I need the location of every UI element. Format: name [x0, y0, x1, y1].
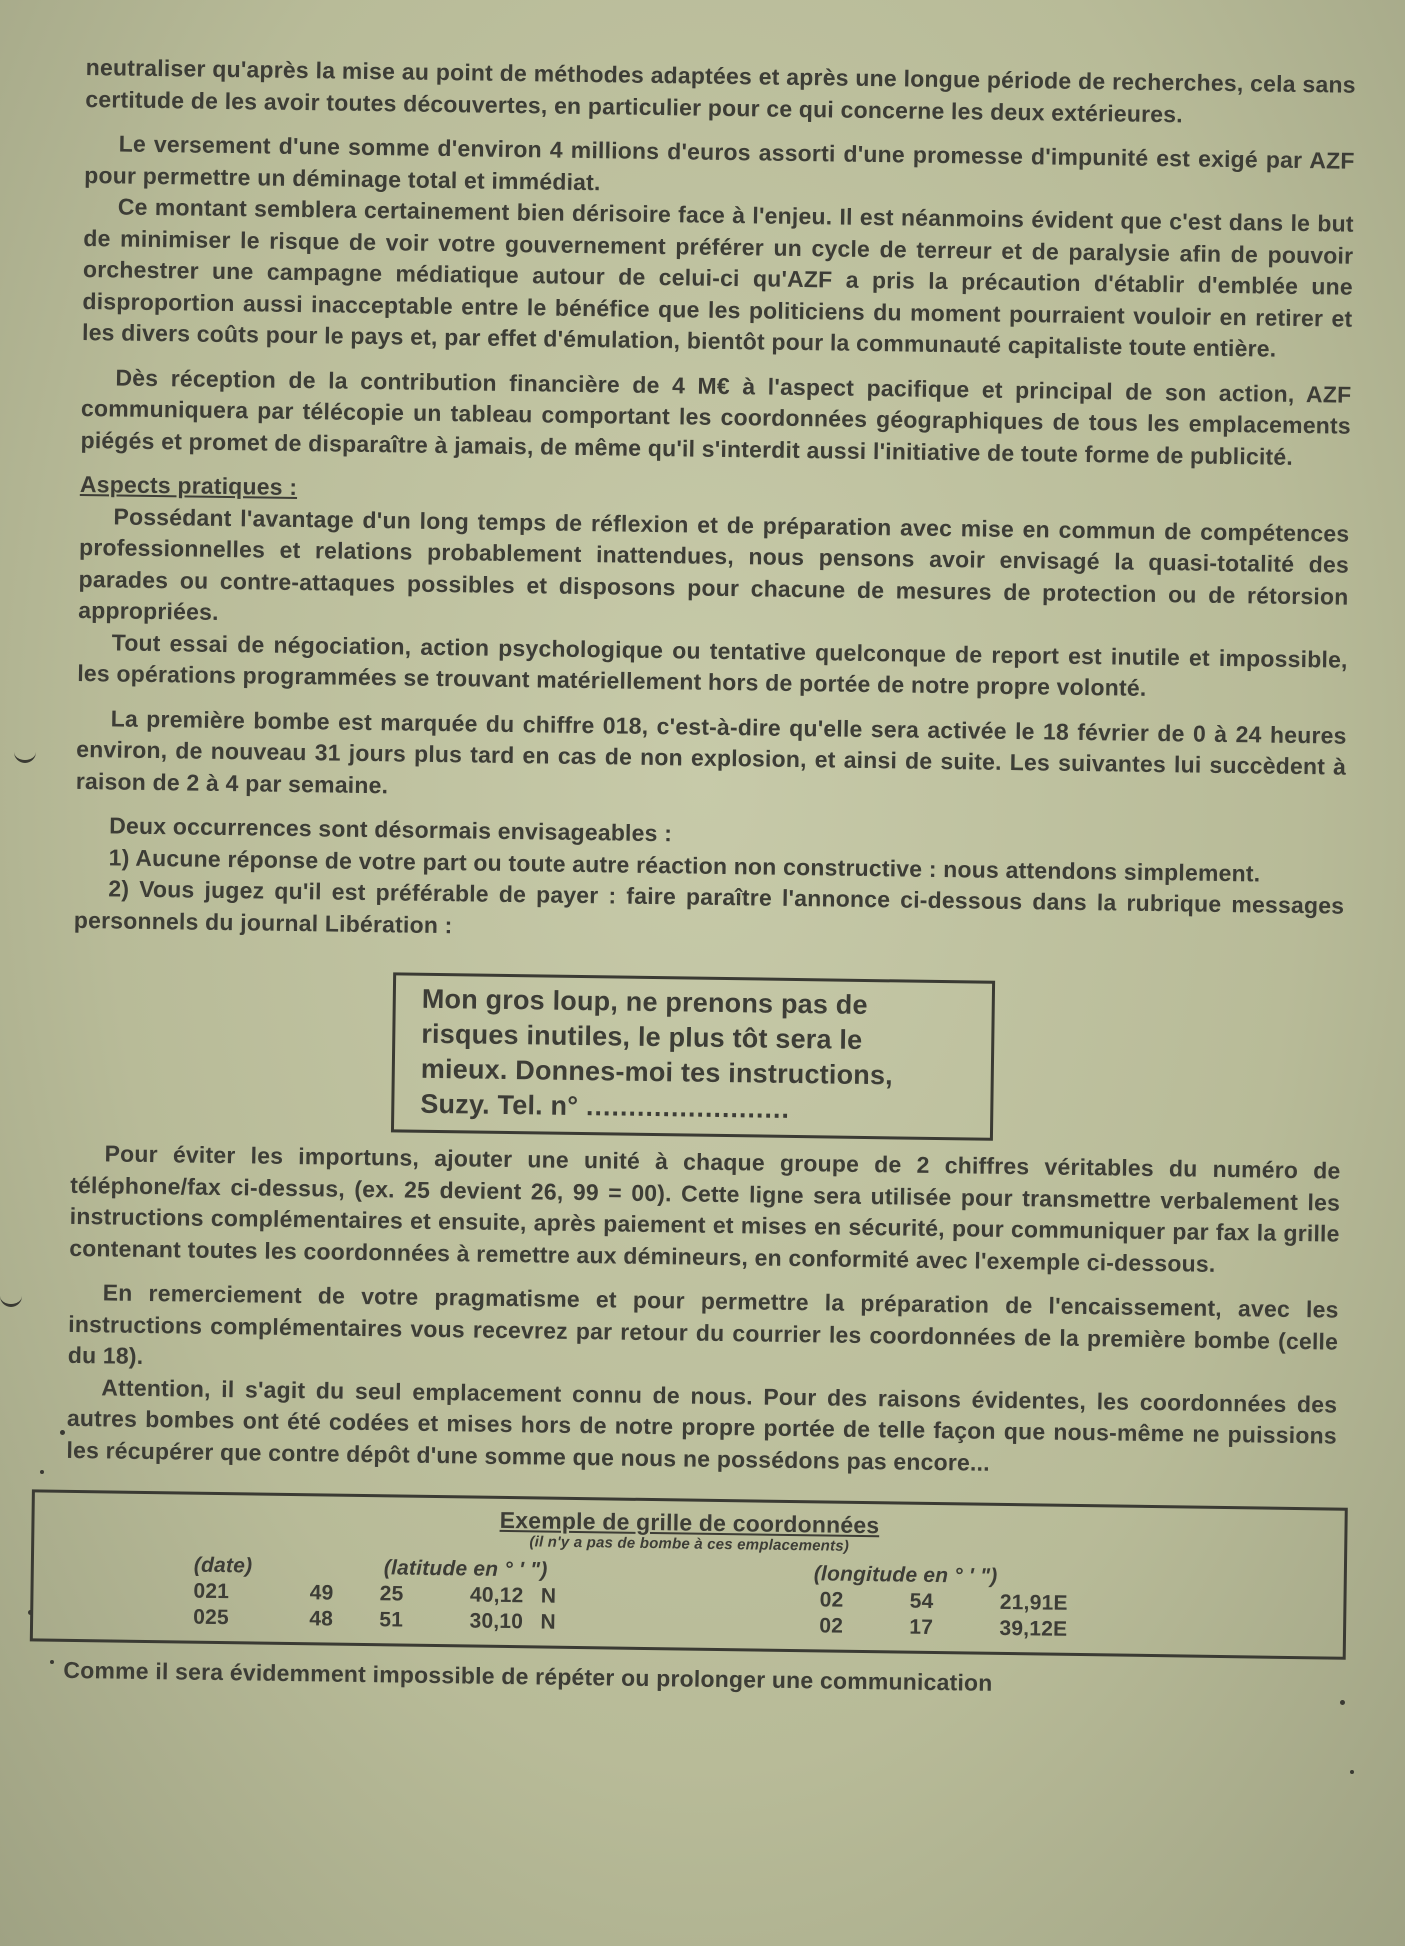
lat-minutes: 25 — [379, 1582, 404, 1606]
header-date: (date) — [193, 1553, 253, 1578]
lat-degrees: 48 — [309, 1607, 334, 1631]
speck — [40, 1470, 44, 1474]
speck — [1340, 1700, 1345, 1705]
row-longitude — [783, 1613, 1183, 1645]
paragraph: Ce montant semblera certainement bien dérisoire face à l'enjeu. Il est néanmoins évident que c'est dans le but de minimiser le risque de voir votre gouvernement préférer un cycle de terreur et de paralysie afin de pouvoir orchestrer une campagne médiatique autour de celui-ci qu'AZF a pris la précaution d'établir d'emblée une disproportion aussi inacceptable entre le bénéfice que les politiciens du moment pourraient vouloir en retirer et les divers coûts pour le pays et, par effet d'émulation, bientôt pour la communauté capitaliste toute entière. — [81, 193, 1354, 362]
lon-degrees: 02 — [819, 1614, 844, 1638]
paragraph: Possédant l'avantage d'un long temps de réflexion et de préparation avec mise en commun de compétences professionnelles et relations probablement inattendues, nous pensons avoir envisagé la quasi-totalité des parades ou contre-attaques possibles et disposons pour chacune de mesures de protection ou de rétorsion appropriées. — [78, 502, 1350, 625]
ad-line: mieux. Donnes-moi tes instructions, — [420, 1053, 894, 1091]
header-latitude: (latitude en ° ' ") — [383, 1556, 548, 1582]
paragraph: Attention, il s'agit du seul emplacement connu de nous. Pour des raisons évidentes, les coordonnées des autres bombes ont été codées et mises hors de notre propre portée de telle façon que nous-même ne puissions les récupérer que contre dépôt d'une somme que nous ne possédons pas encore... — [66, 1373, 1338, 1476]
grid-title: Exemple de grille de coordonnées — [499, 1506, 880, 1539]
paragraph: 2) Vous jugez qu'il est préférable de payer : faire paraître l'annonce ci-dessous dans la rubrique messages personnels du journal Libération : — [73, 875, 1345, 938]
lon-hemisphere: E — [1053, 1591, 1068, 1615]
lon-minutes: 17 — [909, 1615, 934, 1639]
ad-phone-blank: ........................ — [585, 1091, 791, 1124]
header-longitude: (longitude en ° ' ") — [813, 1562, 998, 1588]
lon-minutes: 54 — [909, 1589, 934, 1613]
ad-line: risques inutiles, le plus tôt sera le — [421, 1018, 863, 1055]
grid-subtitle: (il n'y a pas de bombe à ces emplacements) — [529, 1533, 850, 1555]
paragraph: 1) Aucune réponse de votre part ou toute autre réaction non constructive : nous attendons simplement. — [108, 843, 1261, 886]
paragraph: Pour éviter les importuns, ajouter une unité à chaque groupe de 2 chiffres véritables du numéro de téléphone/fax ci-dessus, (ex. 25 devient 26, 99 = 00). Cette ligne sera utilisée pour transmettre verbalement les instructions complémentaires et ensuite, après paiement et mises en sécurité, pour communiquer par fax la grille contenant toutes les coordonnées à remettre aux démineurs, en conformité avec l'exemple ci-dessous. — [69, 1140, 1341, 1277]
ad-line: Mon gros loup, ne prenons pas de — [421, 983, 868, 1021]
paragraph: Comme il sera évidemment impossible de répéter ou prolonger une communication — [63, 1656, 993, 1696]
letter-body — [63, 52, 1356, 1704]
paragraph: Dès réception de la contribution financière de 4 M€ à l'aspect pacifique et principal de son action, AZF communiquera par télécopie un tableau comportant les coordonnées géographiques de tous les emplacements piégés et promet de disparaître à jamais, de même qu'il s'interdit aussi l'initiative de toute forme de publicité. — [80, 363, 1352, 470]
margin-mark — [0, 1292, 22, 1307]
paragraph: Tout essai de négociation, action psychologique ou tentative quelconque de report est inutile et impossible, les opérations programmées se trouvant matériellement hors de portée de notre propre volonté. — [77, 628, 1348, 701]
lon-seconds: 39,12 — [999, 1616, 1054, 1641]
lon-hemisphere: E — [1052, 1617, 1068, 1641]
section-heading: Aspects pratiques : — [79, 470, 298, 500]
row-date: 025 — [192, 1605, 229, 1630]
paragraph: La première bombe est marquée du chiffre 018, c'est-à-dire qu'elle sera activée le 18 février de 0 à 24 heures environ, de nouveau 31 jours plus tard en cas de non explosion, et ainsi de suite. Les suivantes lui succèdent à raison de 2 à 4 par semaine. — [75, 704, 1347, 798]
paragraph: Deux occurrences sont désormais envisageables : — [109, 812, 673, 847]
coordinates-grid-example — [30, 1489, 1348, 1659]
lat-hemisphere: N — [540, 1584, 557, 1608]
lon-seconds: 21,91 — [999, 1590, 1054, 1615]
paragraph: neutraliser qu'après la mise au point de méthodes adaptées et après une longue période de recherches, cela sans certitude de les avoir toutes découvertes, en particulier pour ce qui concerne les deux extérieures. — [85, 53, 1356, 127]
personal-ad-box — [391, 972, 995, 1140]
lat-degrees: 49 — [309, 1581, 334, 1605]
paragraph: Le versement d'une somme d'environ 4 millions d'euros assorti d'une promesse d'impunité est exigé par AZF pour permettre un déminage total et immédiat. — [84, 130, 1355, 195]
speck — [1350, 1770, 1354, 1774]
lon-degrees: 02 — [819, 1588, 844, 1612]
margin-mark — [14, 748, 36, 763]
lat-hemisphere: N — [540, 1610, 556, 1634]
row-date: 021 — [193, 1579, 230, 1604]
paragraph: En remerciement de votre pragmatisme et pour permettre la préparation de l'encaissement, avec les instructions complémentaires vous recevrez par retour du courrier les coordonnées de la première bombe (celle du 18). — [67, 1279, 1339, 1369]
lat-minutes: 51 — [379, 1608, 404, 1632]
ad-phone-label: Suzy. Tel. n° — [420, 1088, 579, 1121]
speck — [50, 1660, 54, 1664]
lat-seconds: 40,12 — [469, 1583, 524, 1608]
speck — [60, 1430, 65, 1435]
lat-seconds: 30,10 — [469, 1609, 524, 1634]
ad-line — [420, 1087, 980, 1130]
